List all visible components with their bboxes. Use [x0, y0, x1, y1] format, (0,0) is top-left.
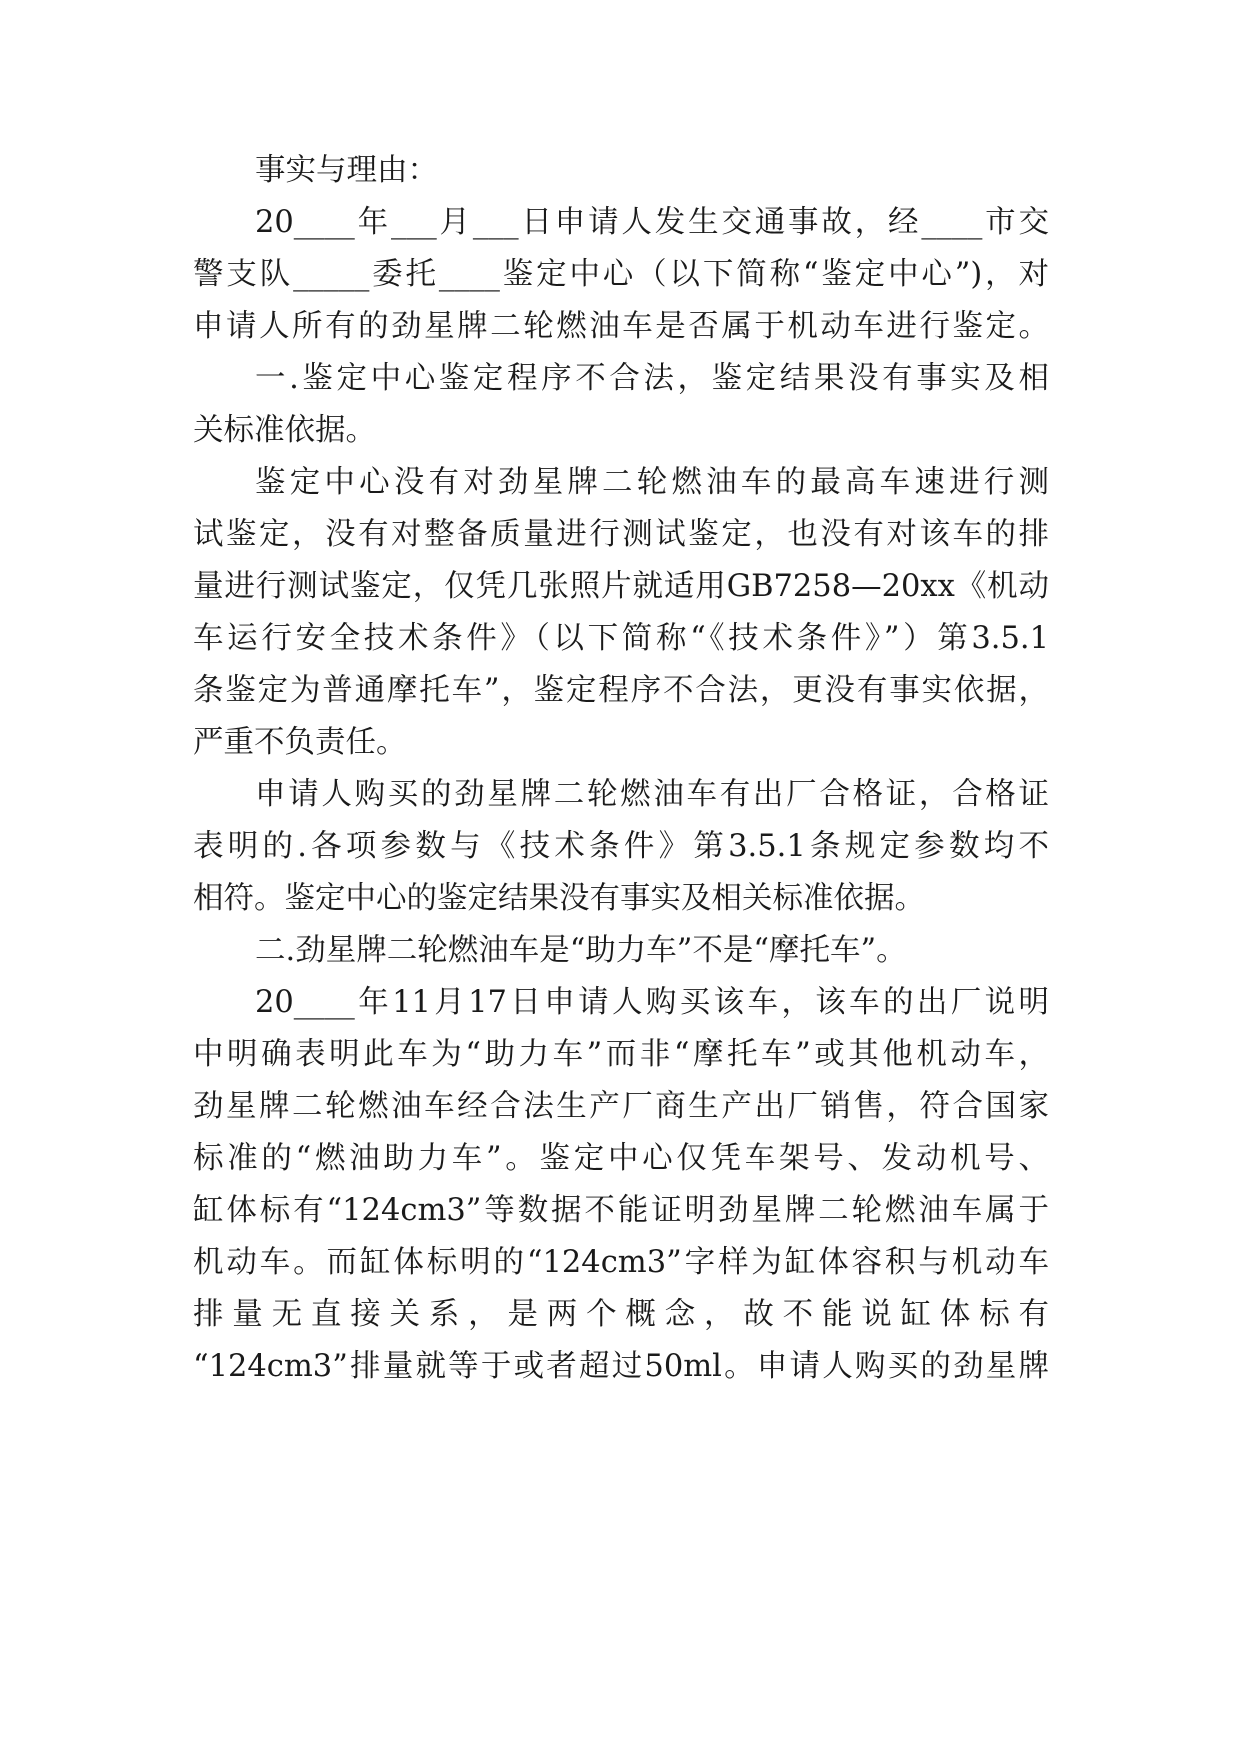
paragraph-line: 相符。鉴定中心的鉴定结果没有事实及相关标准依据。 — [193, 881, 925, 916]
point-one-heading: 关标准依据。 — [193, 413, 376, 448]
paragraph-line: 20____年11月17日申请人购买该车，该车的出厂说明 — [255, 985, 1049, 1020]
paragraph-line: 条鉴定为普通摩托车”，鉴定程序不合法，更没有事实依据， — [193, 673, 1049, 708]
paragraph-line: 试鉴定，没有对整备质量进行测试鉴定，也没有对该车的排 — [193, 517, 1049, 552]
paragraph-line: 劲星牌二轮燃油车经合法生产厂商生产出厂销售，符合国家 — [193, 1089, 1049, 1124]
paragraph-line: 表明的.各项参数与《技术条件》第3.5.1条规定参数均不 — [193, 829, 1049, 864]
paragraph-line: “124cm3”排量就等于或者超过50ml。申请人购买的劲星牌 — [193, 1349, 1049, 1384]
paragraph-line: 20____年___月___日申请人发生交通事故，经____市交 — [255, 205, 1049, 240]
section-heading: 事实与理由： — [255, 153, 438, 188]
paragraph-line: 鉴定中心没有对劲星牌二轮燃油车的最高车速进行测 — [255, 465, 1049, 500]
paragraph-line: 标准的“燃油助力车”。鉴定中心仅凭车架号、发动机号、 — [193, 1141, 1049, 1176]
point-one-heading: 一.鉴定中心鉴定程序不合法，鉴定结果没有事实及相 — [255, 361, 1049, 396]
paragraph-line: 量进行测试鉴定，仅凭几张照片就适用GB7258—20xx《机动 — [193, 569, 1049, 604]
paragraph-line: 警支队_____委托____鉴定中心（以下简称“鉴定中心”)，对 — [193, 257, 1049, 292]
paragraph-line: 中明确表明此车为“助力车”而非“摩托车”或其他机动车， — [193, 1037, 1049, 1072]
paragraph-line: 缸体标有“124cm3”等数据不能证明劲星牌二轮燃油车属于 — [193, 1193, 1049, 1228]
point-two-heading: 二.劲星牌二轮燃油车是“助力车”不是“摩托车”。 — [255, 933, 907, 968]
paragraph-line: 申请人所有的劲星牌二轮燃油车是否属于机动车进行鉴定。 — [193, 309, 1049, 344]
paragraph-line: 机动车。而缸体标明的“124cm3”字样为缸体容积与机动车 — [193, 1245, 1049, 1280]
paragraph-line: 车运行安全技术条件》（以下简称“《技术条件》”）第3.5.1 — [193, 621, 1049, 656]
paragraph-line: 排量无直接关系，是两个概念，故不能说缸体标有 — [193, 1297, 1049, 1332]
paragraph-line: 严重不负责任。 — [193, 725, 407, 760]
paragraph-line: 申请人购买的劲星牌二轮燃油车有出厂合格证，合格证 — [255, 777, 1049, 812]
